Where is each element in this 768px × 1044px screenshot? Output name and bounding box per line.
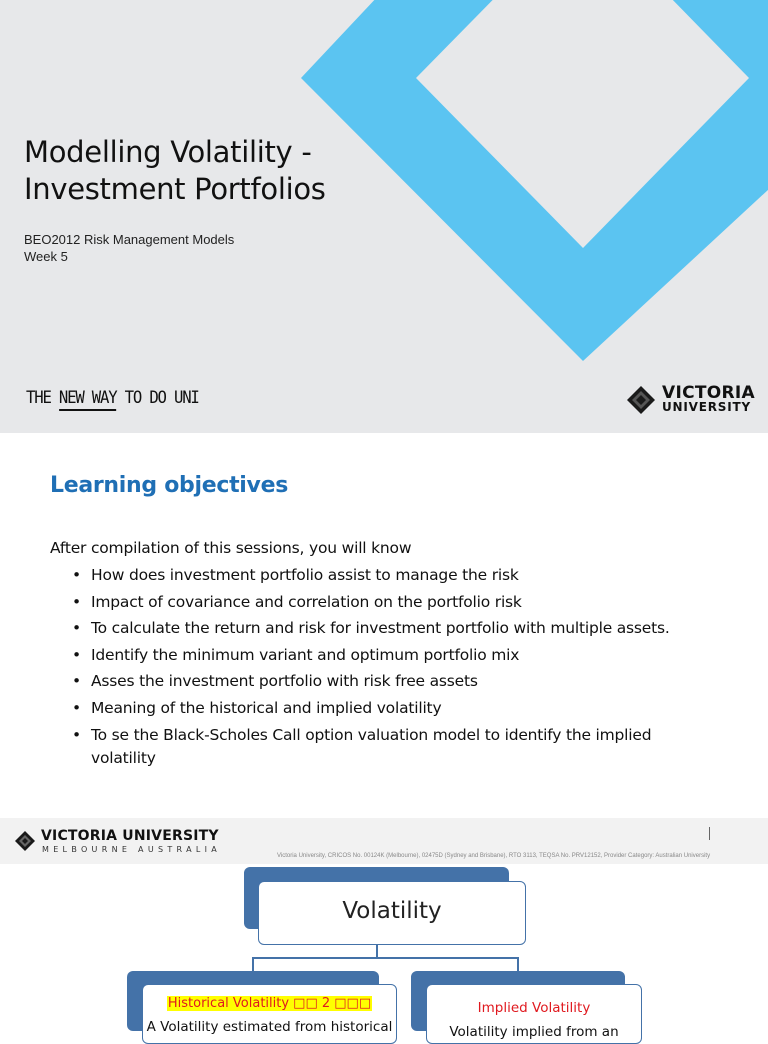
objective-text: How does investment portfolio assist to manage the risk xyxy=(91,566,519,584)
objectives-list xyxy=(72,564,712,773)
course-name: BEO2012 Risk Management Models xyxy=(24,232,235,247)
implied-description: Volatility implied from an xyxy=(449,1024,619,1040)
vu-diamond-icon xyxy=(626,385,656,415)
list-item xyxy=(72,724,712,770)
objectives-heading: Learning objectives xyxy=(50,473,288,498)
bullet-glyph: • xyxy=(72,672,81,691)
logo-word-university: UNIVERSITY xyxy=(662,400,751,414)
tagline-pre: THE xyxy=(26,388,59,408)
implied-node xyxy=(426,984,642,1044)
slide-title xyxy=(24,134,326,208)
objective-text: Identify the minimum variant and optimum portfolio mix xyxy=(91,645,520,664)
historical-description: A Volatility estimated from historical xyxy=(146,1019,393,1035)
title-line-2: Investment Portfolios xyxy=(24,172,326,206)
objectives-intro: After compilation of this sessions, you will know xyxy=(50,539,412,557)
objective-text: Impact of covariance and correlation on the portfolio risk xyxy=(91,592,522,611)
bullet-glyph: • xyxy=(72,566,81,584)
objective-text: To calculate the return and risk for investment portfolio with multiple assets. xyxy=(91,619,670,638)
week-label: Week 5 xyxy=(24,249,68,264)
connector-left xyxy=(252,957,254,971)
title-slide xyxy=(0,0,768,433)
list-item xyxy=(72,564,712,587)
bullet-glyph: • xyxy=(72,619,81,638)
logo-word-victoria: VICTORIA xyxy=(662,383,755,403)
root-node xyxy=(258,881,526,945)
bullet-glyph: • xyxy=(72,645,81,664)
diamond-graphic xyxy=(0,0,768,433)
tagline-emphasis: NEW WAY xyxy=(59,388,117,411)
list-item xyxy=(72,591,712,614)
objective-text: To se the Black-Scholes Call option valuation model to identify the implied volatility xyxy=(91,725,652,767)
list-item xyxy=(72,617,712,640)
list-item xyxy=(72,644,712,667)
volatility-slide xyxy=(0,818,768,1040)
list-item xyxy=(72,697,712,720)
vu-diamond-icon xyxy=(14,830,36,852)
list-item xyxy=(72,670,712,693)
historical-label: Historical Volatility □□ 2 □□□ xyxy=(167,996,372,1011)
header-divider xyxy=(709,827,710,840)
legal-footnote: Victoria University, CRICOS No. 00124K (Melbourne), 02475D (Sydney and Brisbane), RTO 3113, TEQSA No. PRV12152, Provider Category: Australian University xyxy=(277,853,711,859)
slide-subtitle xyxy=(24,231,234,265)
implied-label: Implied Volatility xyxy=(477,1000,591,1016)
header-logo-subtext: MELBOURNE AUSTRALIA xyxy=(42,845,222,854)
tagline xyxy=(26,388,199,408)
tagline-post: TO DO UNI xyxy=(116,388,199,408)
slide-header xyxy=(0,818,768,864)
bullet-glyph: • xyxy=(72,592,81,611)
header-logo-text: VICTORIA UNIVERSITY xyxy=(41,828,219,844)
objectives-slide xyxy=(0,433,768,818)
bullet-glyph: • xyxy=(72,698,81,717)
objective-text: Asses the investment portfolio with risk free assets xyxy=(91,672,478,691)
root-node-label: Volatility xyxy=(342,898,442,924)
objective-text: Meaning of the historical and implied volatility xyxy=(91,698,442,717)
connector-right xyxy=(517,957,519,971)
title-line-1: Modelling Volatility - xyxy=(24,135,312,169)
connector-horizontal xyxy=(252,957,518,959)
bullet-glyph: • xyxy=(72,725,81,744)
historical-node xyxy=(142,984,397,1044)
